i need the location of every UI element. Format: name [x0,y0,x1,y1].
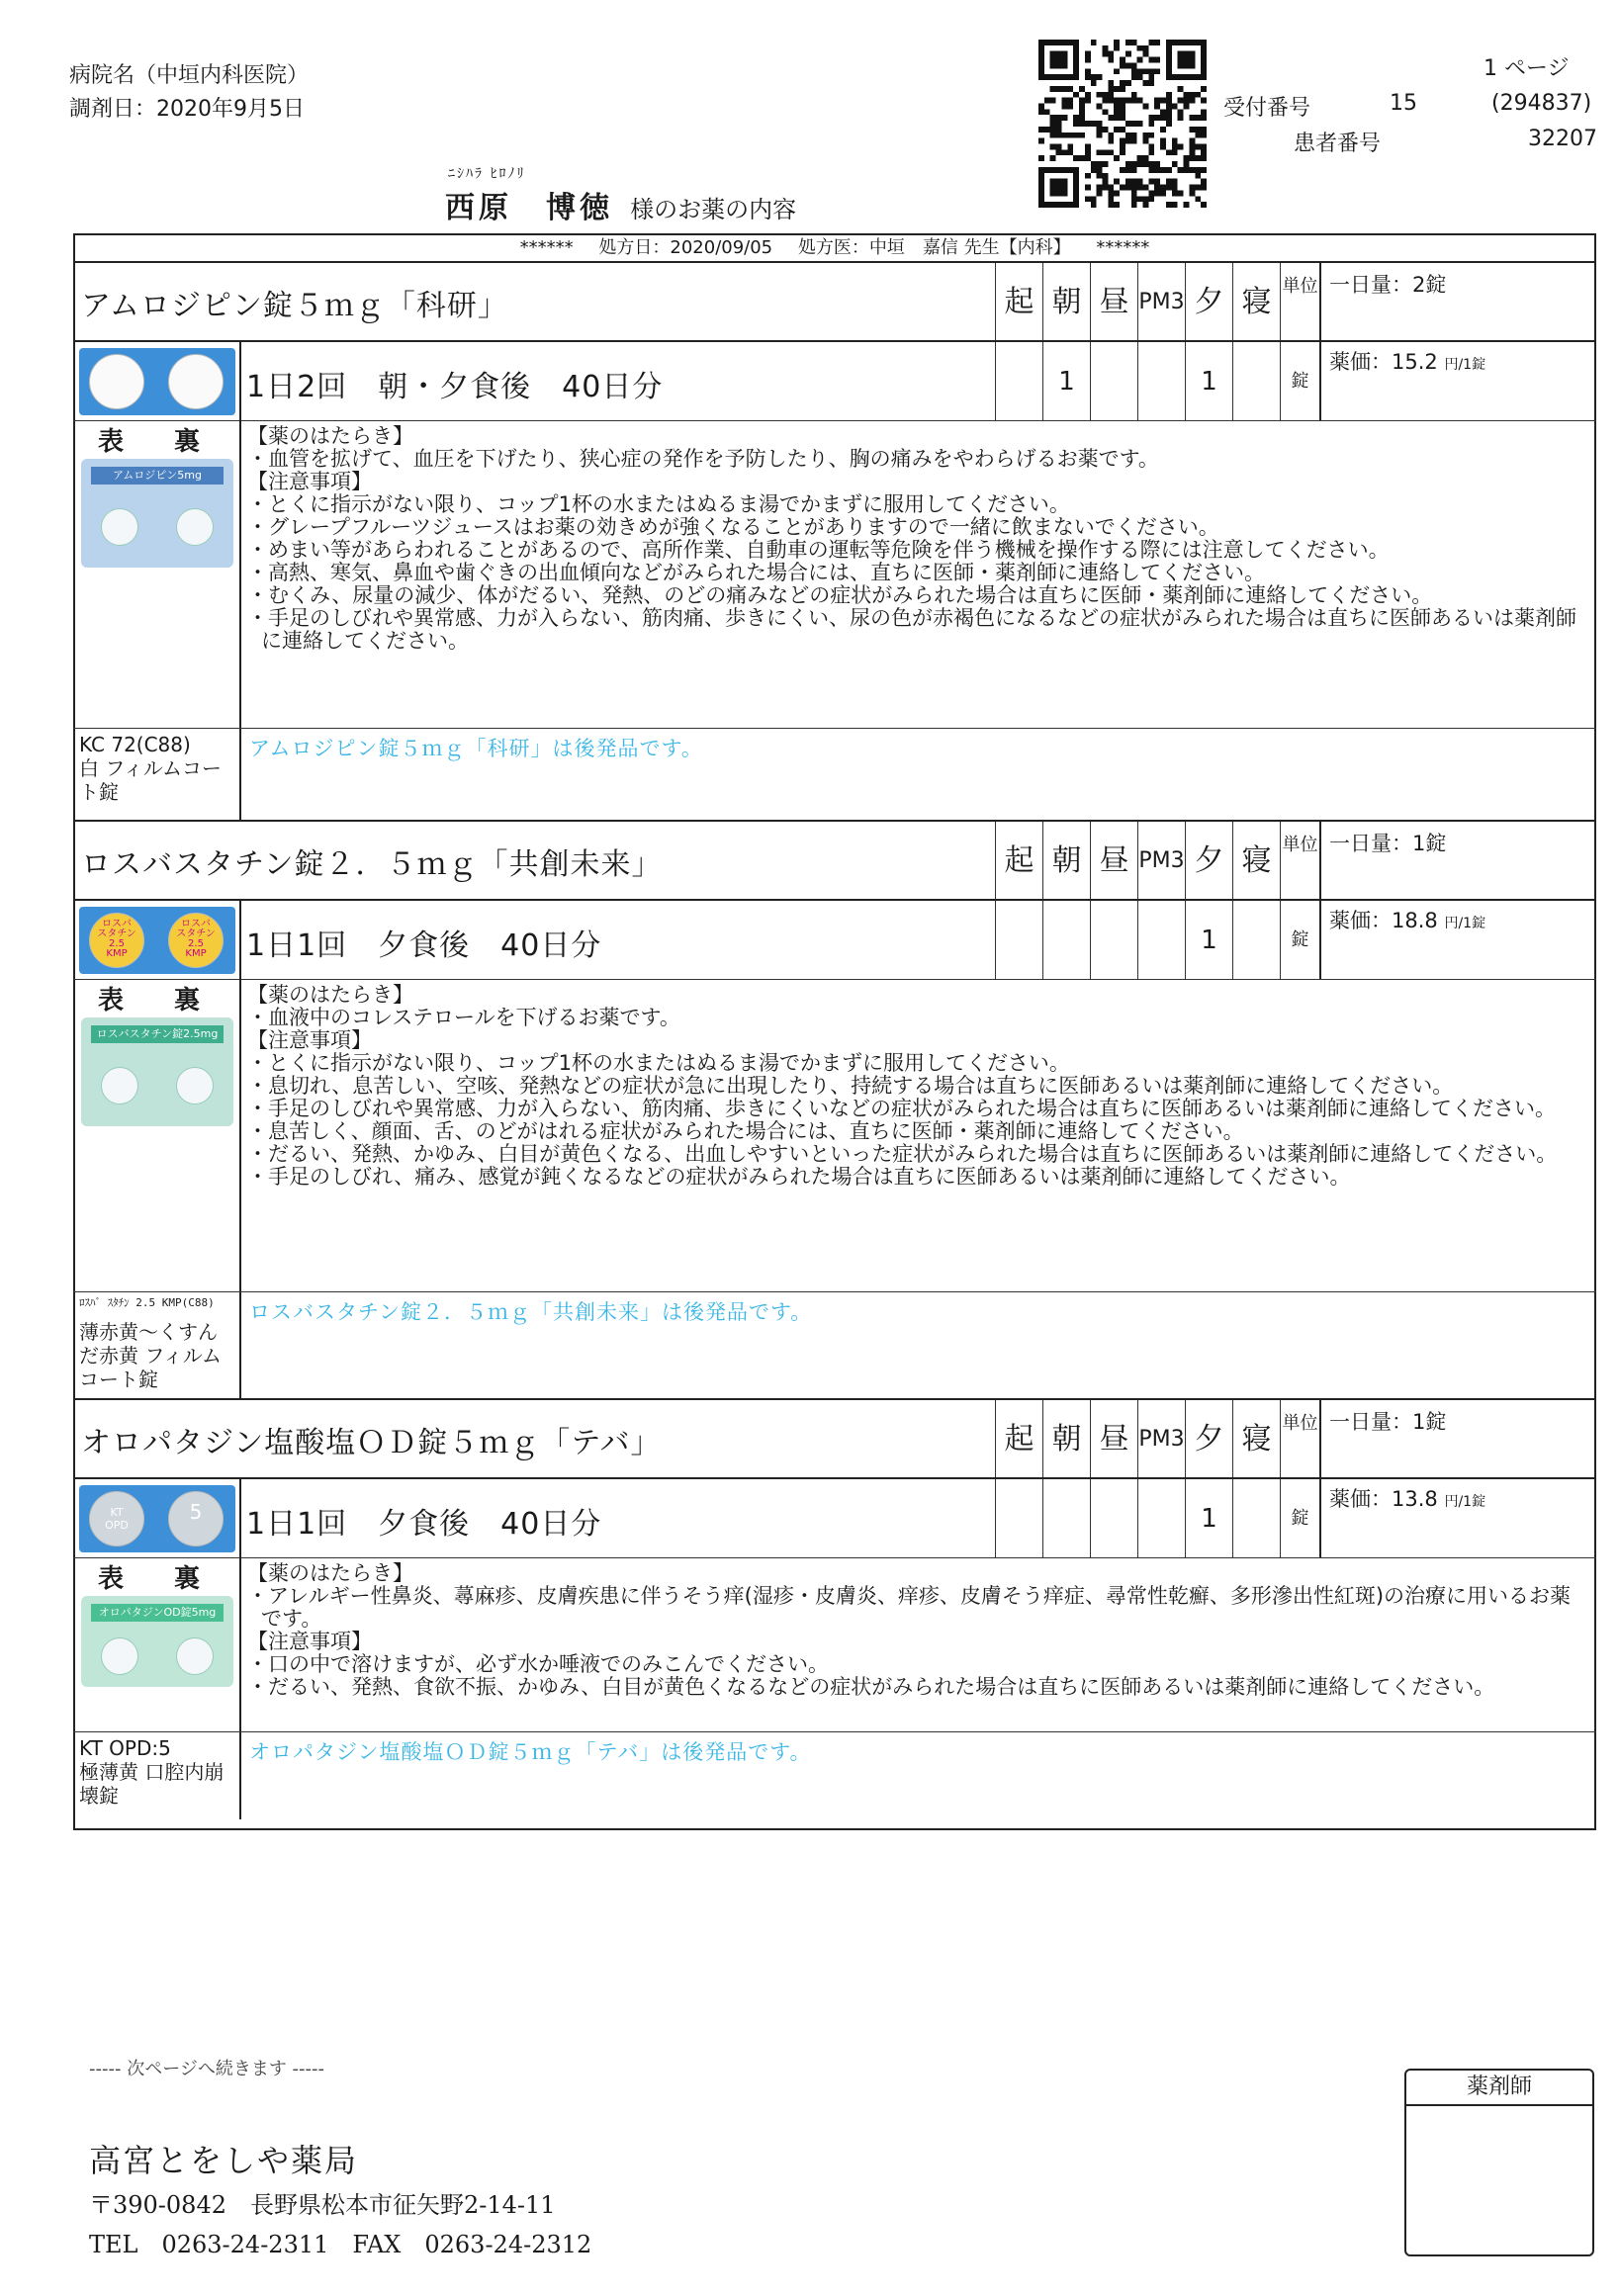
caution-item: ・だるい、発熱、食欲不振、かゆみ、白目が黄色くなるなどの症状がみられた場合は直ちに医師あるいは薬剤師に連絡してください。 [247,1675,1495,1699]
prescription-date: 処方日：2020/09/05 [598,237,773,258]
stars-left: ****** [519,237,574,258]
slot-header-morning: 朝 [1042,822,1090,899]
slot-header-noon: 昼 [1090,1400,1137,1477]
caution-item: ・手足のしびれや異常感、力が入らない、筋肉痛、歩きにくいなどの症状がみられた場合は直ちに医師あるいは薬剤師に連絡してください。 [247,1097,1556,1120]
drug-code: ﾛｽﾊﾞ ｽﾀﾁﾝ 2.5 KMP(C88) [79,1296,215,1309]
dosage-row [73,342,1596,421]
continued-note: ----- 次ページへ続きます ----- [89,2059,325,2079]
dose-bedtime [1232,1479,1280,1557]
drug-code-column [73,1292,241,1400]
drug-price [1319,1479,1596,1557]
drug-description: 薄赤黄～くすんだ赤黄 フィルムコート錠 [79,1320,222,1391]
ptp-tablet-icon [176,1637,214,1675]
drug-code: KC 72(C88) 白 フィルムコート錠 [73,729,241,822]
slot-header-pm3: PM3 [1137,1400,1185,1477]
qr-code-icon [1038,40,1207,208]
ptp-tablet-icon [101,1067,138,1104]
ptp-label: オロパタジンOD錠5mg [91,1604,224,1622]
reception-number: 15 [1390,91,1417,116]
stars-right: ****** [1096,237,1150,258]
front-label: 表 [98,1564,127,1594]
caution-item: ・口の中で溶けますが、必ず水か唾液でのみこんでください。 [247,1652,829,1676]
dosage-row [73,1479,1596,1558]
dose-pm3 [1137,901,1185,979]
front-label: 表 [98,986,127,1016]
drug-name-row [73,1400,1596,1479]
caution-item: ・息苦しく、顔面、舌、のどがはれる症状がみられた場合には、直ちに医師・薬剤師に連絡してください。 [247,1119,1244,1143]
back-label: 裏 [174,986,203,1016]
ptp-sheet-image [81,1596,233,1687]
slot-header-evening: 夕 [1185,263,1232,340]
unit-value: 錠 [1280,1479,1319,1557]
caution-item: ・グレープフルーツジュースはお薬の効きめが強くなることがありますので一緒に飲まないでください。 [247,515,1219,539]
unit-value: 錠 [1280,342,1319,420]
dose-morning [1042,901,1090,979]
caution-item: ・だるい、発熱、かゆみ、白目が黄色くなる、出血しやすいといった症状がみられた場合は直ちに医師あるいは薬剤師に連絡してください。 [247,1142,1558,1166]
drug-price [1319,342,1596,420]
drug-image-column [73,342,241,728]
pill-front-icon: ロスバ スタチン 2.5 KMP [89,913,144,968]
front-label: 表 [98,427,127,457]
price-unit: 円/1錠 [1444,916,1486,931]
pharmacist-stamp-box [1404,2069,1594,2256]
back-label: 裏 [174,1564,203,1594]
patient-number-label: 患者番号 [1294,132,1382,156]
price-unit: 円/1錠 [1444,1494,1486,1510]
header-left [69,59,309,127]
reception-label: 受付番号 [1223,96,1311,121]
caution-item: ・とくに指示がない限り、コップ1杯の水またはぬるま湯でかまずに服用してください。 [247,1051,1070,1075]
ptp-tablet-icon [101,1637,138,1675]
ptp-label: ロスバスタチン錠2.5mg [91,1025,224,1043]
dose-noon [1090,901,1137,979]
slot-header-pm3: PM3 [1137,263,1185,340]
caution-item: ・手足のしびれ、痛み、感覚が鈍くなるなどの症状がみられた場合は直ちに医師あるいは薬剤師に連絡してください。 [247,1165,1351,1189]
pill-front-icon: KT OPD [89,1491,144,1546]
patient-heading [445,163,796,226]
page-number: 1 ページ [1484,56,1570,81]
drug-name: オロパタジン塩酸塩ＯＤ錠５ｍｇ「テバ」 [81,1426,662,1460]
caution-header: 【注意事項】 [247,470,372,493]
unit-header: 単位 [1280,1400,1319,1477]
pharmacy-name: 高宮とをしや薬局 [89,2142,359,2179]
pill-photo [79,348,235,415]
ptp-sheet-image [81,459,233,568]
caution-item: ・息切れ、息苦しい、空咳、発熱などの症状が急に出現したり、持続する場合は直ちに医師あるいは薬剤師に連絡してください。 [247,1074,1454,1098]
dose-noon [1090,1479,1137,1557]
caution-item: ・高熱、寒気、鼻血や歯ぐきの出血傾向などがみられた場合には、直ちに医師・薬剤師に連絡してください。 [247,561,1265,584]
drug-info [241,1558,1596,1703]
action-item: ・血管を拡げて、血圧を下げたり、狭心症の発作を予防したり、胸の痛みをやわらげるお薬です。 [247,447,1159,471]
dose-pm3 [1137,1479,1185,1557]
drug-name: ロスバスタチン錠２．５ｍｇ「共創未来」 [81,847,663,882]
dispense-date: 調剤日：2020年9月5日 [69,97,305,122]
record-number: (294837) [1491,91,1592,116]
slot-header-pm3: PM3 [1137,822,1185,899]
caution-header: 【注意事項】 [247,1028,372,1052]
daily-amount: 一日量：2錠 [1319,263,1596,340]
action-header: 【薬のはたらき】 [247,983,413,1007]
slot-header-bedtime: 寝 [1232,263,1280,340]
dose-morning [1042,1479,1090,1557]
drug-block-2 [73,820,1596,1398]
caution-item: ・手足のしびれや異常感、力が入らない、筋肉痛、歩きにくい、尿の色が赤褐色になるなどの症状がみられた場合は直ちに医師あるいは薬剤師に連絡してください。 [247,606,1576,653]
generic-note: アムロジピン錠５ｍｇ「科研」は後発品です。 [249,737,703,760]
dose-wake [995,901,1042,979]
drug-footer [73,1731,1596,1832]
dose-bedtime [1232,901,1280,979]
slot-header-evening: 夕 [1185,1400,1232,1477]
drug-name-row [73,822,1596,901]
slot-header-wake: 起 [995,822,1042,899]
action-header: 【薬のはたらき】 [247,424,413,448]
drug-block-1 [73,261,1596,820]
patient-name-suffix: 様のお薬の内容 [630,196,797,223]
pharmacist-label: 薬剤師 [1406,2071,1592,2106]
caution-header: 【注意事項】 [247,1630,372,1653]
drug-name: アムロジピン錠５ｍｇ「科研」 [81,289,508,323]
patient-name-ruby: ﾆｼﾊﾗ ﾋﾛﾉﾘ [448,166,526,182]
dose-evening: 1 [1185,1479,1232,1557]
prescribing-doctor: 処方医：中垣 嘉信 先生【内科】 [797,237,1071,258]
dose-evening: 1 [1185,342,1232,420]
drug-footer [73,728,1596,822]
pharmacy-address: 〒390-0842 長野県松本市征矢野2-14-11 [89,2191,556,2219]
generic-note: ロスバスタチン錠２．５ｍｇ「共創未来」は後発品です。 [249,1300,813,1324]
drug-code: KT OPD:5 極薄黄 口腔内崩壊錠 [73,1732,241,1819]
price-unit: 円/1錠 [1444,357,1486,373]
slot-header-bedtime: 寝 [1232,822,1280,899]
price-value: 薬価：18.8 [1329,909,1438,932]
dose-morning: 1 [1042,342,1090,420]
prescription-info-row [75,235,1594,261]
dosage-instruction: 1日2回 朝・夕食後 40日分 [246,370,664,404]
dose-bedtime [1232,342,1280,420]
drug-image-column [73,901,241,1291]
slot-header-wake: 起 [995,263,1042,340]
caution-item: ・とくに指示がない限り、コップ1杯の水またはぬるま湯でかまずに服用してください。 [247,492,1070,516]
dose-wake [995,342,1042,420]
ptp-tablet-icon [176,1067,214,1104]
action-item: ・アレルギー性鼻炎、蕁麻疹、皮膚疾患に伴うそう痒(湿疹・皮膚炎、痒疹、皮膚そう痒症、尋常性乾癬、多形滲出性紅斑)の治療に用いるお薬です。 [247,1584,1572,1631]
generic-note: オロパタジン塩酸塩ＯＤ錠５ｍｇ「テバ」は後発品です。 [249,1740,812,1764]
caution-item: ・むくみ、尿量の減少、体がだるい、発熱、のどの痛みなどの症状がみられた場合は直ちに医師・薬剤師に連絡してください。 [247,583,1433,607]
slot-header-wake: 起 [995,1400,1042,1477]
daily-amount: 一日量：1錠 [1319,1400,1596,1477]
pharmacy-phone: TEL 0263-24-2311 FAX 0263-24-2312 [89,2231,592,2258]
pill-back-icon [168,354,224,409]
slot-header-morning: 朝 [1042,263,1090,340]
unit-header: 単位 [1280,263,1319,340]
drug-info [241,421,1596,657]
dose-noon [1090,342,1137,420]
ptp-sheet-image [81,1017,233,1126]
ptp-label: アムロジピン5mg [91,467,224,485]
action-item: ・血液中のコレステロールを下げるお薬です。 [247,1006,680,1029]
unit-value: 錠 [1280,901,1319,979]
pill-front-icon [89,354,144,409]
ptp-tablet-icon [101,508,138,546]
patient-number: 32207 [1528,127,1597,151]
slot-header-noon: 昼 [1090,822,1137,899]
action-header: 【薬のはたらき】 [247,1561,413,1585]
slot-header-evening: 夕 [1185,822,1232,899]
drug-info [241,980,1596,1192]
drug-block-3 [73,1398,1596,1830]
slot-header-bedtime: 寝 [1232,1400,1280,1477]
drug-name-row [73,263,1596,342]
price-value: 薬価：15.2 [1329,350,1438,374]
unit-header: 単位 [1280,822,1319,899]
dosage-instruction: 1日1回 夕食後 40日分 [246,928,602,963]
slot-header-noon: 昼 [1090,263,1137,340]
pill-back-icon: 5 [168,1491,224,1546]
ptp-tablet-icon [176,508,214,546]
drug-price [1319,901,1596,979]
dose-wake [995,1479,1042,1557]
price-value: 薬価：13.8 [1329,1487,1438,1511]
dose-pm3 [1137,342,1185,420]
dose-evening: 1 [1185,901,1232,979]
daily-amount: 一日量：1錠 [1319,822,1596,899]
drug-footer [73,1291,1596,1400]
back-label: 裏 [174,427,203,457]
dosage-row [73,901,1596,980]
drug-image-column [73,1479,241,1731]
hospital-name: 病院名（中垣内科医院） [69,63,310,88]
patient-name: 西原 博徳 [445,191,613,225]
dosage-instruction: 1日1回 夕食後 40日分 [246,1507,602,1542]
slot-header-morning: 朝 [1042,1400,1090,1477]
pill-photo [79,1485,235,1552]
caution-item: ・めまい等があらわれることがあるので、高所作業、自動車の運転等危険を伴う機械を操作する際には注意してください。 [247,538,1390,562]
pill-back-icon: ロスバ スタチン 2.5 KMP [168,913,224,968]
pill-photo [79,907,235,974]
